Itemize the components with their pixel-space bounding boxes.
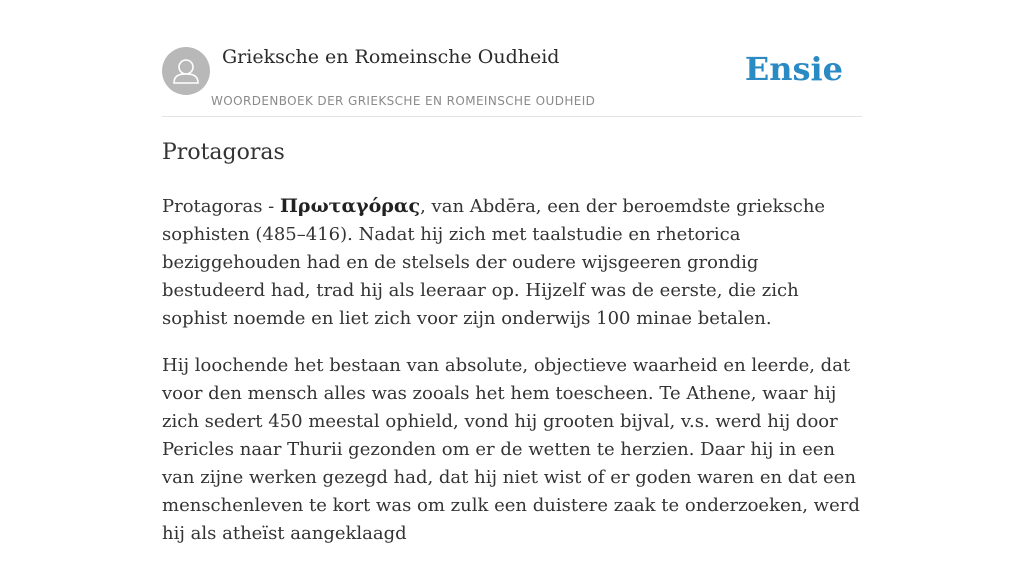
- article-body: [162, 192, 862, 567]
- source-header: [162, 44, 862, 117]
- avatar[interactable]: [162, 47, 210, 95]
- paragraph-2: Hij loochende het bestaan van absolute, objectieve waarheid en leerde, dat voor den mensch alles was zooals het hem toescheen. Te Athene, waar hij zich sedert 450 meestal ophield, vond hij grooten bijval, v.s. werd hij door Pericles naar Thurii gezonden om er de wetten te herzien. Daar hij in een van zijne werken gezegd had, dat hij niet wist of er goden waren en dat een menschenleven te kort was om zulk een duistere zaak te onderzoeken, werd hij als atheïst aangeklaagd: [162, 355, 860, 544]
- ensie-logo[interactable]: Ensie: [744, 50, 843, 88]
- source-subtitle: WOORDENBOEK DER GRIEKSCHE EN ROMEINSCHE OUDHEID: [211, 94, 596, 108]
- source-title[interactable]: Grieksche en Romeinsche Oudheid: [222, 46, 560, 68]
- paragraph-1: [162, 192, 862, 333]
- page-title: Protagoras: [162, 140, 285, 165]
- paragraph-1-text: , van Abdēra, een der beroemdste grieksche sophisten (485–416). Nadat hij zich met taalstudie en rhetorica beziggehouden had en de stelsels der oudere wijsgeeren grondig bestudeerd had, trad hij als leeraar op. Hijzelf was de eerste, die zich sophist noemde en liet zich voor zijn onderwijs 100 minae betalen.: [162, 196, 826, 329]
- greek-term: Πρωταγόρας: [279, 195, 421, 217]
- user-outline-icon: [162, 47, 210, 95]
- paragraph-1-prefix: Protagoras -: [162, 196, 280, 217]
